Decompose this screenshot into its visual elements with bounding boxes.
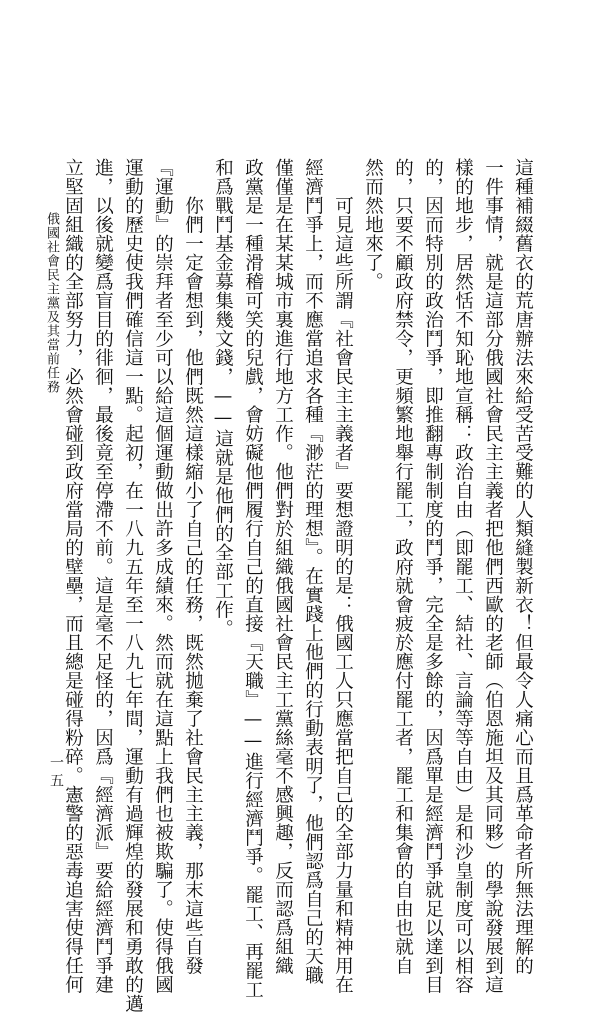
text-column: 運動的歷史使我們確信這一點。起初，在一八九五年至一八九七年間，運動有過輝煌的發展和勇敢的邁: [122, 158, 144, 1013]
running-head: 俄國社會民主黨及其當前任務: [44, 212, 59, 394]
text-column: 的，因而特別的政治鬥爭，即推翻專制制度的鬥爭，完全是多餘的，因爲單是經濟鬥爭就足以達到目: [422, 158, 444, 994]
text-column: 可見這些所謂『社會民主主義者』要想證明的是：俄國工人只應當把自己的全部力量和精神用在: [332, 158, 354, 994]
text-column: 的，只要不顧政府禁令，更頻繁地舉行罷工，政府就會疲於應付罷工者，罷工和集會的自由也就自: [392, 158, 414, 975]
text-column: 你們一定會想到，他們既然這樣縮小了自己的任務，既然拋棄了社會民主主義，那末這些自發: [182, 158, 204, 975]
text-column: 和爲戰鬥基金募集幾文錢，——這就是他們的全部工作。: [212, 158, 234, 638]
page-number: 一五: [48, 755, 64, 791]
text-column: 經濟鬥爭上，而不應當追求各種『渺茫的理想』。在實踐上他們的行動表明了，他們認爲自己的天職: [302, 158, 324, 985]
text-column: 政黨是一種滑稽可笑的兒戲，會妨礙他們履行自己的直接『天職』——進行經濟鬥爭。罷工、再罷工: [242, 158, 264, 999]
text-column: 一件事情，就是這部分俄國社會民主主義者把他們西歐的老師（伯恩施坦及其同夥）的學說發展到這: [482, 158, 504, 994]
text-column: 立堅固組織的全部努力，必然會碰到政府當局的壁壘，而且總是碰得粉碎。憲警的惡毒追害使得任何: [62, 158, 84, 994]
text-column: 僅僅是在某某城市裏進行地方工作。他們對於組織俄國社會民主工黨絲毫不感興趣，反而認爲組織: [272, 158, 294, 975]
text-column: 這種補綴舊衣的荒唐辦法來給受苦受難的人類縫製新衣！但最令人痛心而且爲革命者所無法理解的: [512, 158, 534, 975]
text-column: 樣的地步，居然恬不知恥地宣稱：政治自由（即罷工、結社、言論等等自由）是和沙皇制度可以相容: [452, 158, 474, 994]
text-column: 『運動』的崇拜者至少可以給這個運動做出許多成績來。然而就在這點上我們也被欺騙了。使得俄國: [152, 158, 174, 994]
text-column: 然而然地來了。: [362, 158, 384, 291]
text-column: 進，以後就變爲盲目的徘徊，最後竟至停滯不前。這是毫不足怪的，因爲『經濟派』要給經濟鬥爭建: [92, 158, 114, 994]
